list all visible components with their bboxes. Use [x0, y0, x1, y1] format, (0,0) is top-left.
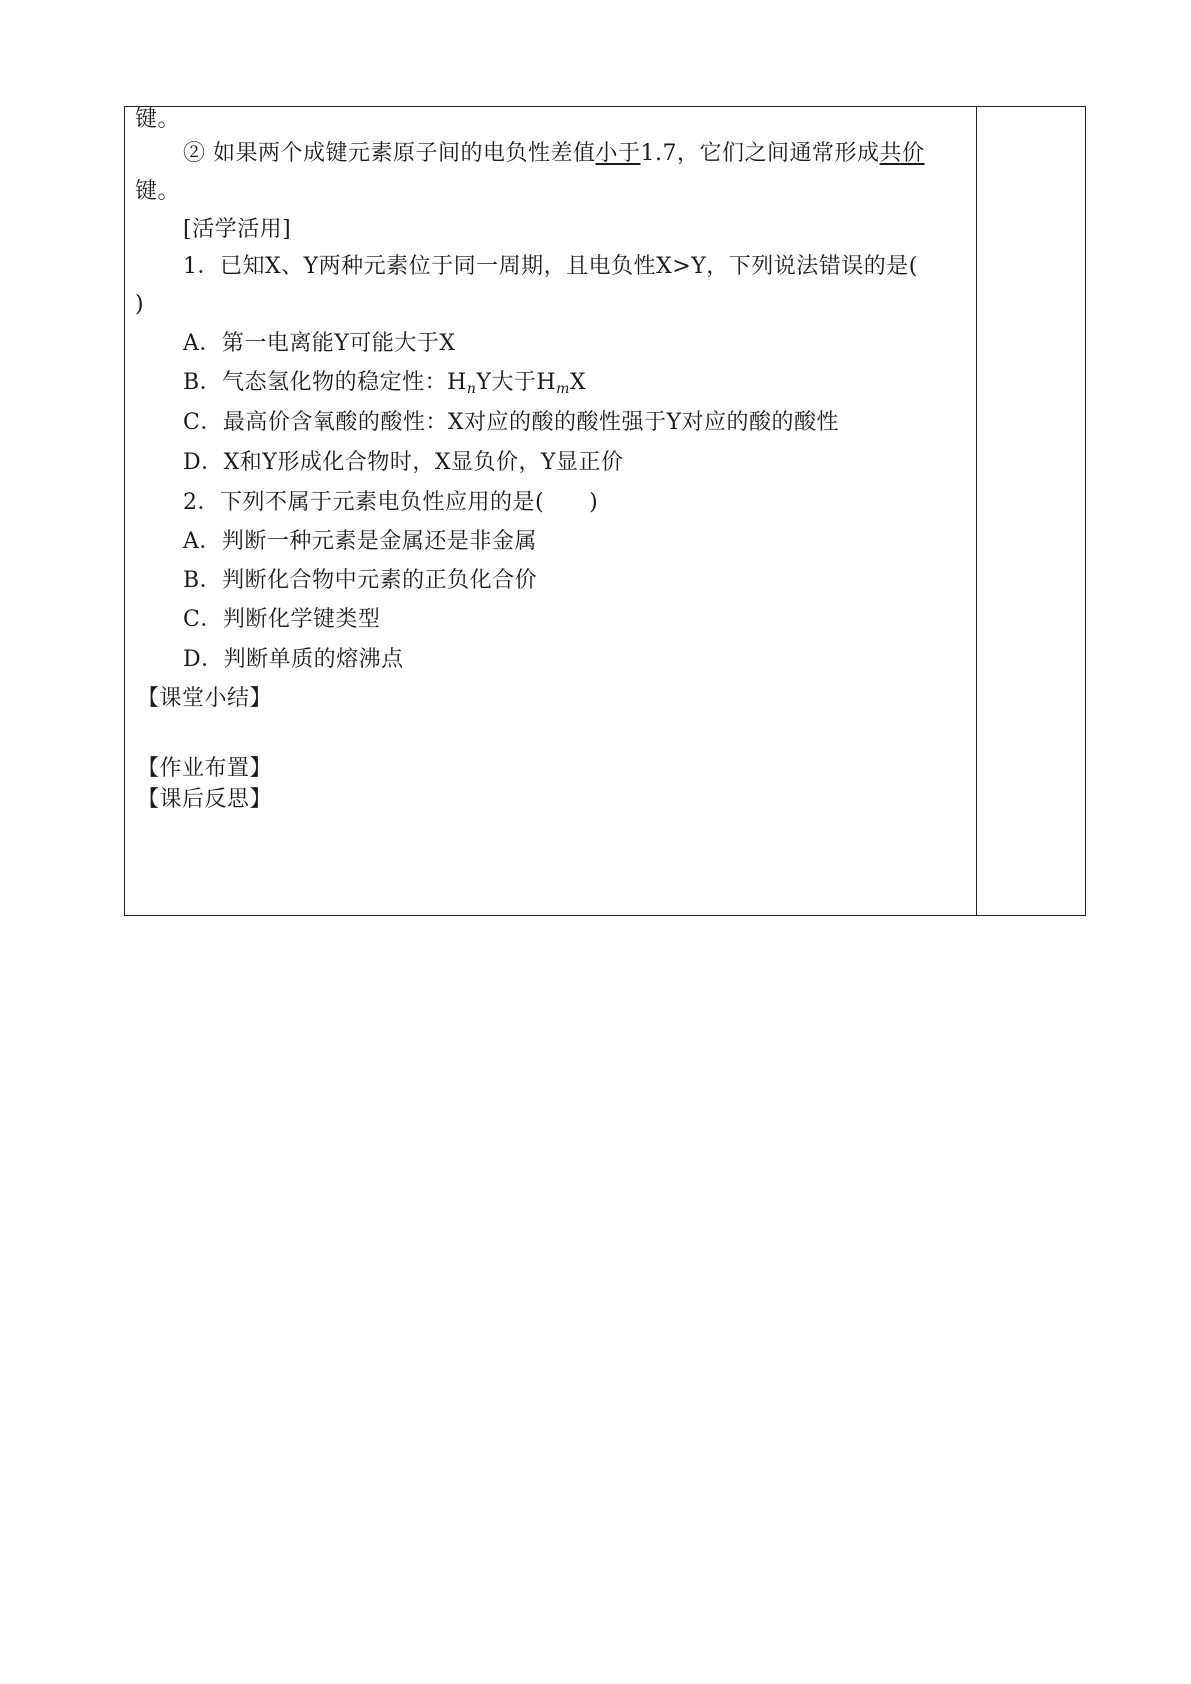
- notes-column: [978, 107, 1085, 915]
- option-a: A．判断一种元素是金属还是非金属: [183, 529, 537, 554]
- option-c: C．判断化学键类型: [183, 607, 381, 632]
- column-divider: [976, 107, 977, 915]
- subscript: m: [556, 381, 570, 397]
- answer-blank: 小于: [595, 141, 641, 166]
- option-a: A．第一电离能Y可能大于X: [183, 331, 456, 356]
- option-b: B．判断化合物中元素的正负化合价: [183, 568, 538, 593]
- option-b: [183, 368, 586, 404]
- heading-class-summary: 【课堂小结】: [137, 686, 273, 711]
- text-segment: Y大于H: [476, 370, 557, 395]
- text-segment: ② 如果两个成键元素原子间的电负性差值: [183, 141, 596, 166]
- text-line: [183, 139, 925, 169]
- section-label: [活学活用]: [183, 217, 292, 242]
- content-column: [125, 107, 976, 915]
- text-segment: B．气态氢化物的稳定性：H: [183, 370, 467, 395]
- option-c: C．最高价含氧酸的酸性：X对应的酸的酸性强于Y对应的酸的酸性: [183, 410, 840, 435]
- option-d: D．X和Y形成化合物时，X显负价，Y显正价: [183, 450, 624, 475]
- lesson-table: [124, 106, 1086, 916]
- question-1: 1．已知X、Y两种元素位于同一周期，且电负性X>Y，下列说法错误的是(: [183, 254, 918, 279]
- question-2: 2．下列不属于元素电负性应用的是( ): [183, 490, 599, 515]
- heading-reflection: 【课后反思】: [137, 787, 273, 812]
- text-line: 键。: [135, 107, 181, 132]
- text-line: 键。: [135, 179, 181, 204]
- heading-homework: 【作业布置】: [137, 756, 273, 781]
- text-line: ): [135, 292, 145, 317]
- subscript: n: [466, 381, 477, 397]
- option-d: D．判断单质的熔沸点: [183, 647, 404, 672]
- answer-blank: 共价: [879, 141, 925, 166]
- text-segment: 1.7，它们之间通常形成: [640, 141, 880, 166]
- text-segment: X: [569, 370, 587, 395]
